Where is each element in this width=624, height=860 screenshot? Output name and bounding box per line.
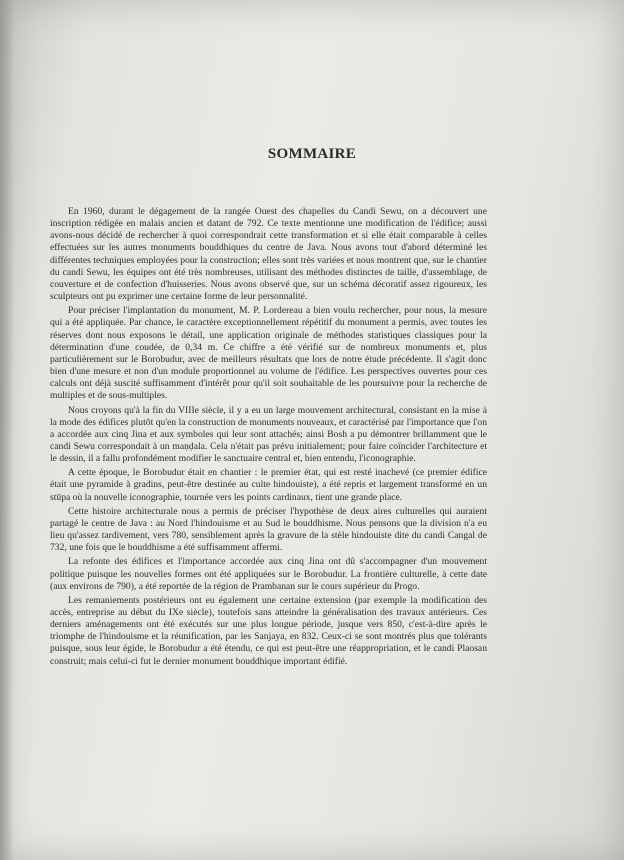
paragraph: Pour préciser l'implantation du monument, M. P. Lordereau a bien voulu rechercher, pour nous, la mesure qui a été appliquée. Par chance, le caractère exceptionnellement répétitif du monument a permis, avec toutes les réserves dont nous exposons le détail, une application originale de méthodes statistiques classiques pour la détermination d'une coudée, de 0,34 m. Ce chiffre a été vérifié sur de nombreux monuments et, plus particulièrement sur le Borobudur, avec de meilleurs résultats que lors de notre étude précédente. Il s'agit donc bien d'une mesure et non d'un module proportionnel au volume de l'édifice. Les perspectives ouvertes pour ces calculs ont déjà suscité suffisamment d'intérêt pour qu'il soit souhaitable de les poursuivre pour la recherche de multiples et de sous-multiples. (50, 305, 487, 402)
paragraph: Les remaniements postérieurs ont eu également une certaine extension (par exemple la modification des accès, entreprise au début du IXe siècle), toutefois sans atteindre la généralisation des travaux antérieurs. Ces derniers aménagements ont été exécutés sur une plus longue période, jusque vers 850, c'est-à-dire après le triomphe de l'hindouisme et la réunification, par les Sanjaya, en 832. Ceux-ci se sont montrés plus que tolérants puisque, sous leur égide, le Borobudur a été étendu, ce qui est peut-être une réappropriation, et le candi Plaosan construit; mais celui-ci fut le dernier monument bouddhique important édifié. (50, 594, 487, 667)
summary-text (50, 206, 487, 670)
paragraph: Nous croyons qu'à la fin du VIIIe siècle, il y a eu un large mouvement architectural, consistant en la mise à la mode des édifices plutôt qu'en la construction de monuments nouveaux, et caractérisé par l'importance que l'on a accordée aux cinq Jina et aux symboles qui leur sont attachés; ainsi Bosh a pu démontrer brillamment que le candi Sewu correspondait à un maṇḍala. Cela n'était pas prévu initialement; pour faire coïncider l'architecture et le dessin, il a fallu profondément modifier le sanctuaire central et, bien entendu, l'iconographie. (50, 404, 487, 465)
paragraph: Cette histoire architecturale nous a permis de préciser l'hypothèse de deux aires culturelles qui auraient partagé le centre de Java : au Nord l'hindouisme et au Sud le bouddhisme. Nous pensons que la division n'a eu lieu qu'assez tardivement, vers 780, sensiblement après la gravure de la stèle hindouiste dite du candi Cangal de 732, une fois que le bouddhisme a été suffisamment affermi. (50, 505, 487, 554)
paragraph: A cette époque, le Borobudur était en chantier : le premier état, qui est resté inachevé (ce premier édifice était une pyramide à gradins, peut-être destinée au culte hindouiste), a été repris et largement transformé en un stūpa où la nouvelle iconographie, tournée vers les points cardinaux, tient une grande place. (50, 467, 487, 503)
page-title: SOMMAIRE (267, 146, 357, 162)
paragraph: La refonte des édifices et l'importance accordée aux cinq Jina ont dû s'accompagner d'un mouvement politique puisque les nouvelles formes ont été appliquées sur le Borobudur. La frontière culturelle, à cette date (aux environs de 790), a été reportée de la région de Prambanan sur le cours supérieur du Progo. (50, 556, 487, 592)
paragraph: En 1960, durant le dégagement de la rangée Ouest des chapelles du Candi Sewu, on a découvert une inscription rédigée en malais ancien et datant de 792. Ce texte mentionne une modification de l'édifice; aussi avons-nous décidé de rechercher à quoi correspondrait cette transformation et si elle était comparable à celles effectuées sur les autres monuments bouddhiques du centre de Java. Nous avons tout d'abord déterminé les différentes techniques employées pour la construction; elles sont très variées et nous montrent que, sur le chantier du candi Sewu, les équipes ont été très nombreuses, utilisant des méthodes distinctes de taille, d'assemblage, de couverture et de confection d'huisseries. Nous avons observé que, sur un schéma décoratif assez rigoureux, les sculpteurs ont pu exprimer une certaine forme de leur personnalité. (50, 206, 487, 303)
